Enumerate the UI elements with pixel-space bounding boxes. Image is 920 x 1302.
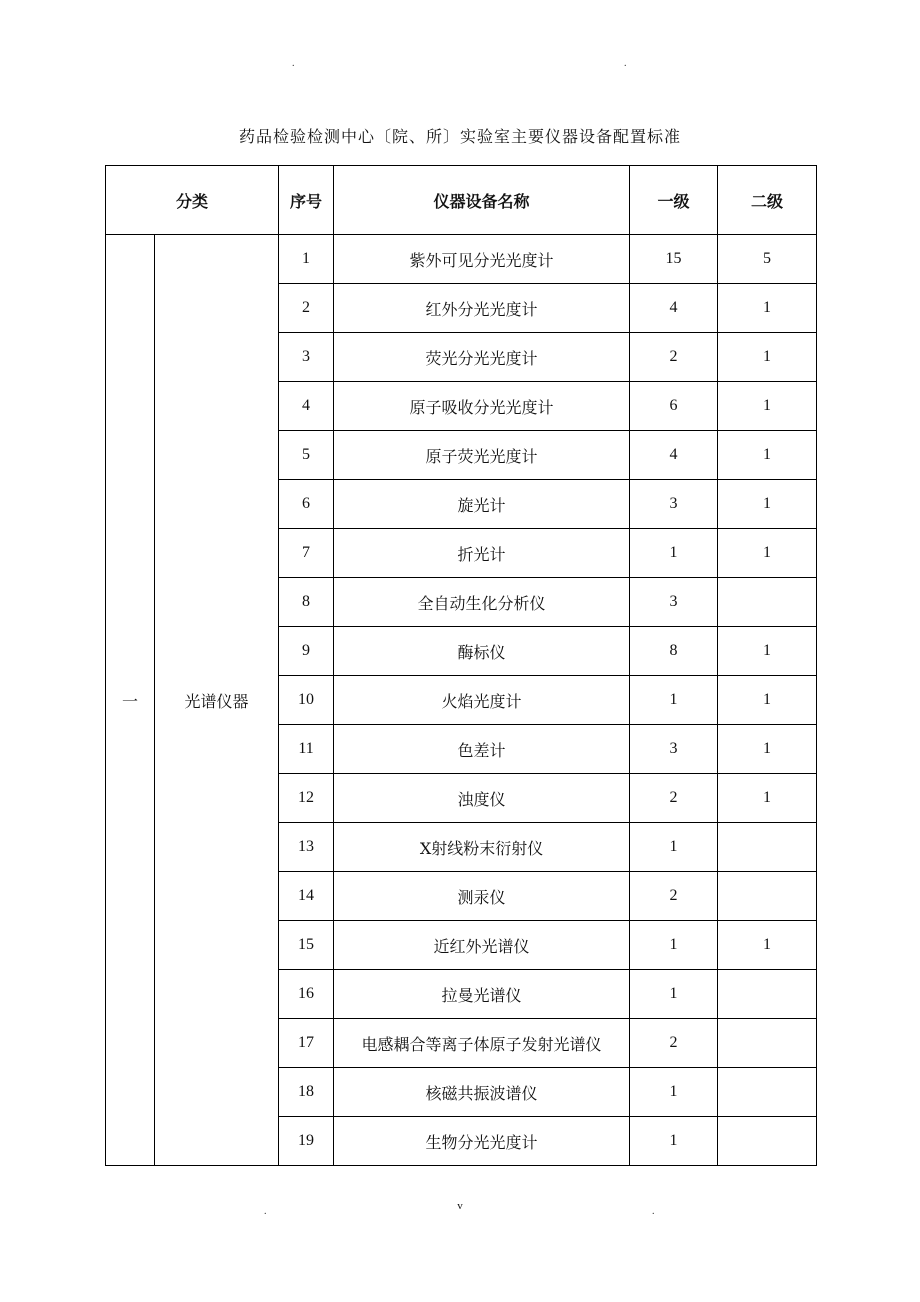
row-level2 xyxy=(718,1068,817,1117)
row-name: 生物分光光度计 xyxy=(334,1117,630,1166)
row-level2 xyxy=(718,970,817,1019)
row-name: 紫外可见分光光度计 xyxy=(334,235,630,284)
row-level1: 15 xyxy=(630,235,718,284)
row-index: 2 xyxy=(279,284,334,333)
row-level1: 1 xyxy=(630,1068,718,1117)
table-row xyxy=(106,235,817,284)
row-level1: 1 xyxy=(630,1117,718,1166)
row-level1: 8 xyxy=(630,627,718,676)
row-level2 xyxy=(718,823,817,872)
row-level2: 1 xyxy=(718,627,817,676)
row-level1: 1 xyxy=(630,676,718,725)
row-index: 18 xyxy=(279,1068,334,1117)
row-index: 11 xyxy=(279,725,334,774)
row-index: 1 xyxy=(279,235,334,284)
row-level2: 1 xyxy=(718,480,817,529)
header-name: 仪器设备名称 xyxy=(334,166,630,235)
row-level2 xyxy=(718,578,817,627)
row-index: 4 xyxy=(279,382,334,431)
footer-dot-right: . xyxy=(652,1206,655,1217)
row-level1: 2 xyxy=(630,872,718,921)
row-index: 19 xyxy=(279,1117,334,1166)
header-category: 分类 xyxy=(106,166,279,235)
row-level2: 1 xyxy=(718,774,817,823)
row-level1: 2 xyxy=(630,333,718,382)
row-level2 xyxy=(718,872,817,921)
row-level2: 1 xyxy=(718,382,817,431)
row-index: 9 xyxy=(279,627,334,676)
row-name: 全自动生化分析仪 xyxy=(334,578,630,627)
row-level2: 1 xyxy=(718,529,817,578)
table-header-row xyxy=(106,166,817,235)
header-dot-right: . xyxy=(624,58,627,69)
row-index: 7 xyxy=(279,529,334,578)
row-name: 拉曼光谱仪 xyxy=(334,970,630,1019)
header-level2: 二级 xyxy=(718,166,817,235)
row-level2: 1 xyxy=(718,284,817,333)
row-level2: 5 xyxy=(718,235,817,284)
row-level1: 6 xyxy=(630,382,718,431)
row-name: 旋光计 xyxy=(334,480,630,529)
row-name: 核磁共振波谱仪 xyxy=(334,1068,630,1117)
table-body xyxy=(106,235,817,1166)
row-level2: 1 xyxy=(718,431,817,480)
row-index: 16 xyxy=(279,970,334,1019)
group-number: 一 xyxy=(106,235,155,1166)
row-name: 折光计 xyxy=(334,529,630,578)
row-level2: 1 xyxy=(718,676,817,725)
row-level1: 3 xyxy=(630,578,718,627)
row-index: 14 xyxy=(279,872,334,921)
row-name: 电感耦合等离子体原子发射光谱仪 xyxy=(334,1019,630,1068)
row-name: 酶标仪 xyxy=(334,627,630,676)
group-label: 光谱仪器 xyxy=(155,235,279,1166)
row-index: 15 xyxy=(279,921,334,970)
row-level1: 3 xyxy=(630,480,718,529)
row-index: 10 xyxy=(279,676,334,725)
row-level1: 1 xyxy=(630,970,718,1019)
row-level1: 1 xyxy=(630,529,718,578)
footer-page-mark: v xyxy=(457,1200,463,1212)
row-level2: 1 xyxy=(718,725,817,774)
row-index: 5 xyxy=(279,431,334,480)
header-level1: 一级 xyxy=(630,166,718,235)
row-name: 浊度仪 xyxy=(334,774,630,823)
row-name: 火焰光度计 xyxy=(334,676,630,725)
row-index: 3 xyxy=(279,333,334,382)
header-dot-left: . xyxy=(292,58,295,69)
row-level1: 1 xyxy=(630,823,718,872)
row-name: 原子吸收分光光度计 xyxy=(334,382,630,431)
row-name: 测汞仪 xyxy=(334,872,630,921)
row-level2 xyxy=(718,1117,817,1166)
row-level1: 4 xyxy=(630,431,718,480)
row-index: 8 xyxy=(279,578,334,627)
row-level1: 2 xyxy=(630,1019,718,1068)
row-name: 原子荧光光度计 xyxy=(334,431,630,480)
row-index: 17 xyxy=(279,1019,334,1068)
row-level1: 3 xyxy=(630,725,718,774)
row-level1: 4 xyxy=(630,284,718,333)
row-index: 12 xyxy=(279,774,334,823)
row-name: 色差计 xyxy=(334,725,630,774)
row-level2: 1 xyxy=(718,921,817,970)
row-level1: 1 xyxy=(630,921,718,970)
header-index: 序号 xyxy=(279,166,334,235)
row-level2: 1 xyxy=(718,333,817,382)
row-level1: 2 xyxy=(630,774,718,823)
row-name: 红外分光光度计 xyxy=(334,284,630,333)
row-index: 6 xyxy=(279,480,334,529)
footer-dot-left: . xyxy=(264,1206,267,1217)
row-name: X射线粉末衍射仪 xyxy=(334,823,630,872)
row-name: 荧光分光光度计 xyxy=(334,333,630,382)
row-name: 近红外光谱仪 xyxy=(334,921,630,970)
equipment-table xyxy=(105,165,817,1166)
document-title: 药品检验检测中心〔院、所〕实验室主要仪器设备配置标准 xyxy=(238,127,681,146)
row-level2 xyxy=(718,1019,817,1068)
row-index: 13 xyxy=(279,823,334,872)
